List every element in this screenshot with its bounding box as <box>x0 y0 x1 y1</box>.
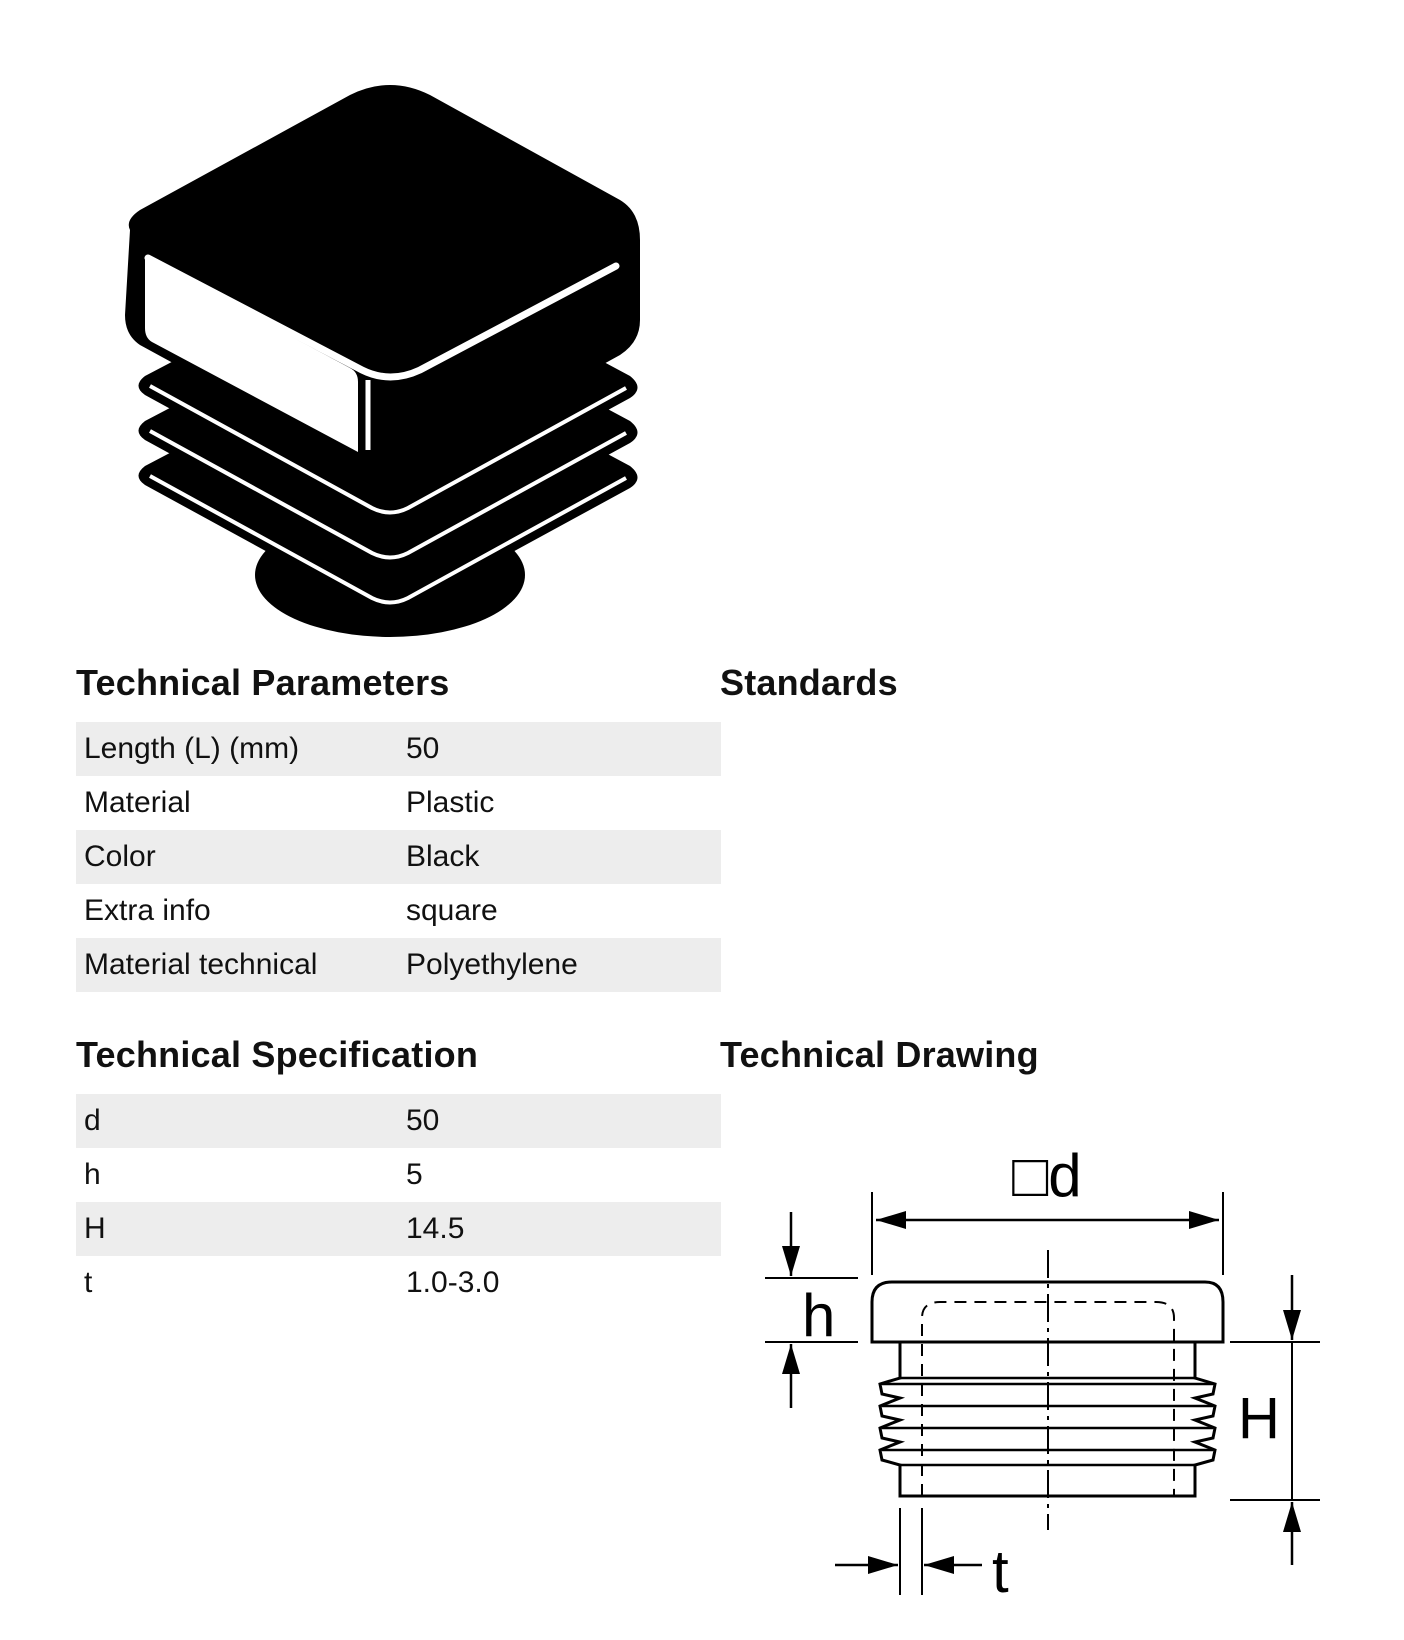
spec-value: 5 <box>406 1158 423 1191</box>
technical-drawing-title: Technical Drawing <box>720 1034 1039 1075</box>
spec-value: 14.5 <box>398 1202 721 1256</box>
table-row <box>76 938 721 992</box>
param-label: Color <box>76 830 398 884</box>
param-label: Extra info <box>84 894 211 927</box>
drawing-label-t: t <box>992 1538 1009 1605</box>
product-image-end-cap-icon <box>100 80 680 660</box>
param-label: Length (L) (mm) <box>76 722 398 776</box>
param-value: Black <box>398 830 721 884</box>
drawing-label-h: h <box>802 1282 836 1349</box>
standards-title: Standards <box>720 662 898 703</box>
param-value: square <box>406 894 498 927</box>
spec-label: H <box>76 1202 398 1256</box>
technical-specification-table <box>76 1094 721 1310</box>
table-row <box>76 1094 721 1148</box>
spec-value: 50 <box>398 1094 721 1148</box>
table-row <box>76 884 721 938</box>
technical-parameters-title: Technical Parameters <box>76 662 450 703</box>
table-row <box>76 722 721 776</box>
table-row <box>76 1256 721 1310</box>
spec-label: d <box>76 1094 398 1148</box>
table-row <box>76 830 721 884</box>
table-row <box>76 776 721 830</box>
param-label: Material <box>84 786 191 819</box>
spec-label: t <box>84 1266 93 1299</box>
table-row <box>76 1148 721 1202</box>
param-value: 50 <box>398 722 721 776</box>
technical-drawing <box>750 1140 1350 1620</box>
param-value: Polyethylene <box>398 938 721 992</box>
technical-parameters-table <box>76 722 721 992</box>
param-value: Plastic <box>406 786 495 819</box>
spec-value: 1.0-3.0 <box>406 1266 500 1299</box>
technical-specification-title: Technical Specification <box>76 1034 479 1075</box>
drawing-label-d: □d <box>1012 1142 1082 1209</box>
param-label: Material technical <box>76 938 398 992</box>
spec-label: h <box>84 1158 101 1191</box>
table-row <box>76 1202 721 1256</box>
drawing-label-H: H <box>1238 1386 1280 1451</box>
